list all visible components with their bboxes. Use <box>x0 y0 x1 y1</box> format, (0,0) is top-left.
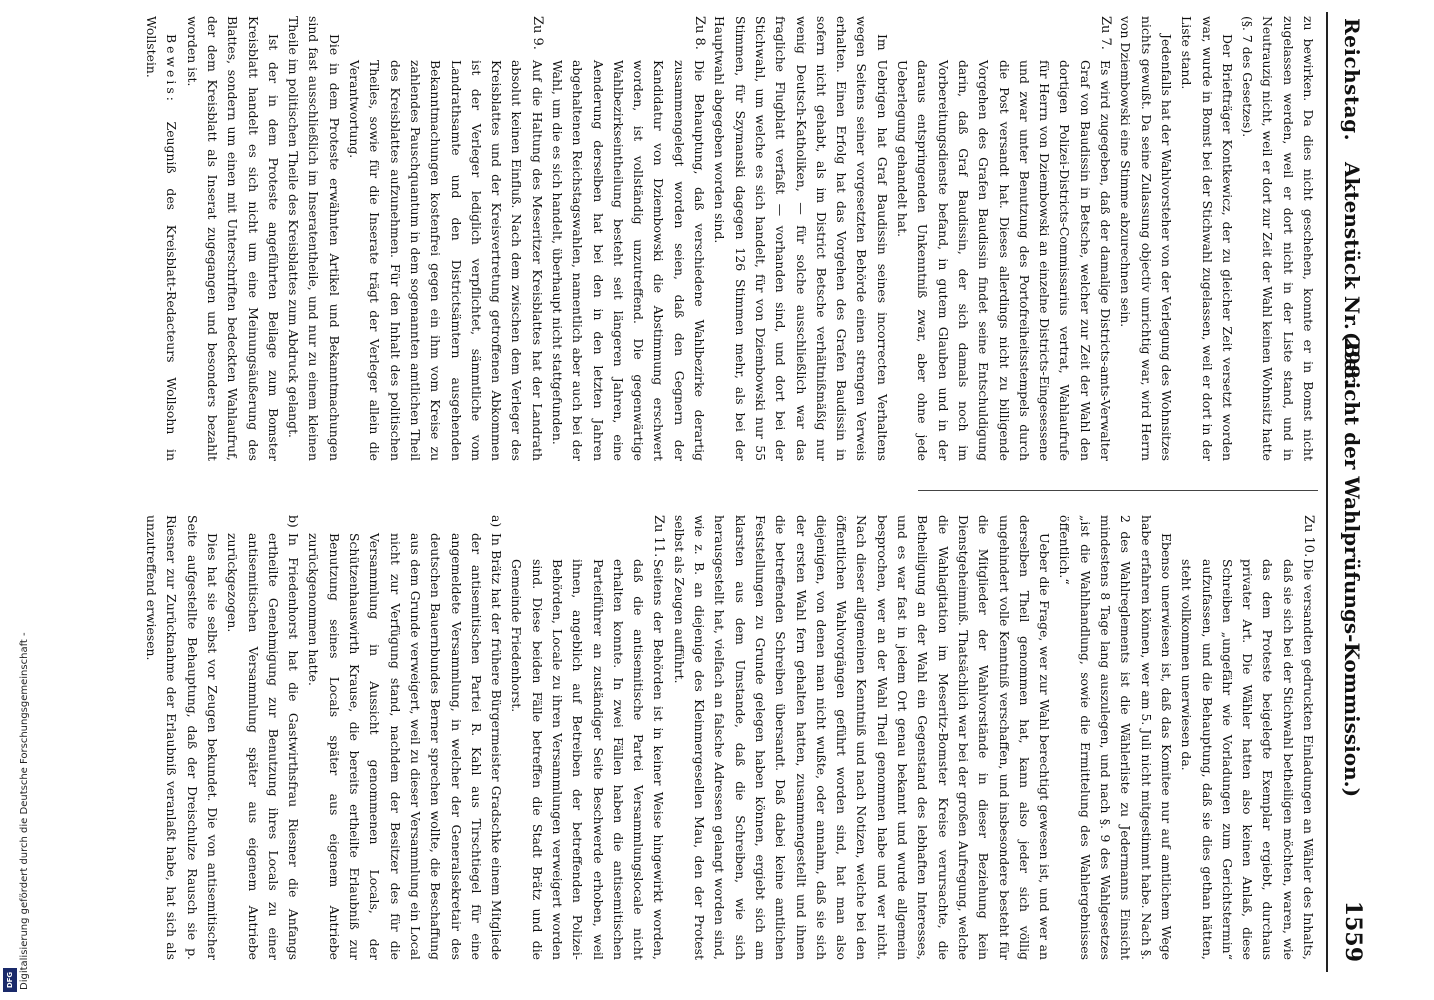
item-number: Zu 10. <box>1301 515 1316 558</box>
proof-label: Beweis: <box>164 34 180 104</box>
sub-item-a <box>303 515 506 960</box>
paragraph: Dies hat sie selbst vor Zeugen bekundet. Die von antisemitischer Seite aufgestellte Behauptung, daß der Dreischulze Rausch sie p. Riesner zur Zurücknahme der Erlaubniß veranlaßt habe, hat sich als unzutreffend erwiesen. <box>144 515 220 960</box>
dfg-logo-icon <box>3 968 17 992</box>
running-head <box>1326 12 1380 972</box>
paragraph: Auf die Haltung des Meseritzer Kreisblattes hat der Landrath absolut keinen Einfluß. Nach dem zwischen dem Verleger des Kreisblattes und der Kreisvertretung getroffenen Abkommen ist der Verleger lediglich verpflichtet, sämmtliche vom Landrathsamte und den Districtsämtern ausgehenden Bekanntmachungen kostenfrei gegen ein ihm vom Kreise zu zahlendes Pauschquantum in dem sogenannten amtlichen Theil des Kreisblattes aufzunehmen. Für den Inhalt des politischen Theiles, sowie für die Inserate trägt der Verleger allein die Verantwortung. <box>347 60 545 461</box>
item-zu-8 <box>547 16 709 461</box>
item-number: Zu 7. <box>1098 16 1114 50</box>
left-column <box>73 16 1318 461</box>
column-divider <box>918 490 1318 491</box>
paragraph: Der Briefträger Kontkewicz, der zu gleicher Zeit versetzt worden war, wurde in Bomst bei der Stichwahl zugelassen, weil er dort in der Liste stand. <box>1179 16 1235 461</box>
paragraph: Die Behauptung, daß verschiedene Wahlbezirke derartig zusammengelegt worden seien, daß den Gegnern der Kandidatur von Dziembowski die Abstimmung erschwert worden, ist vollständig unzutreffend. Die gegenwärtige Wahlbezirkseintheilung besteht seit längeren Jahren, eine Aenderung derselben hat bei den in den letzten Jahren abgehaltenen Reichstagswahlen, namentlich aber auch bei der Wahl, um die es sich handelt, überhaupt nicht stattgefunden. <box>550 60 708 461</box>
dfg-logo-text: DFG <box>6 971 14 989</box>
item-zu-9 <box>344 16 547 461</box>
sub-item-b <box>222 515 303 960</box>
header-reichstag: Reichstag. <box>1340 18 1364 142</box>
item-zu-11 <box>506 515 668 960</box>
paragraph: zu bewirken. Da dies nicht geschehen, konnte er in Bomst nicht zugelassen werden, weil er dort nicht in der Liste stand, und in Neutrauzig nicht, weil er dort zur Zeit der Wahl keinen Wohnsitz hatte (§. 7 des Gesetzes). <box>1240 16 1316 461</box>
scan-credit <box>6 12 30 990</box>
paragraph: Seitens der Behörden ist in keiner Weise hingewirkt worden, daß die antisemitische Partei Versammlungslocale nicht erhalten konnte. In zwei Fällen haben die antisemitischen Parteiführer an zuständiger Seite Beschwerde erhoben, weil ihnen, angeblich auf Betreiben der betreffenden Polizei-Behörden, Locale zu ihren Versammlungen verweigert worden sind. Diese beiden Fälle betreffen die Stadt Brätz und die Gemeinde Friedenhorst. <box>509 559 667 960</box>
paragraph: Jedenfalls hat der Wahlvorsteher von der Verlegung des Wohnsitzes nichts gewußt. Da seine Zulassung objectiv unrichtig war, wird Herrn von Dziembowski eine Stimme abzurechnen sein. <box>1118 16 1174 461</box>
paragraph: Ebenso unerwiesen ist, daß das Komitee nur auf amtlichem Wege habe erfahren können, wer am 5. Juli nicht mitgestimmt habe. Nach §. 2 des Wahlreglements ist die Wählerliste zu Jedermanns Einsicht mindestens 8 Tage lang auszulegen, und nach §. 9 des Wahlgesetzes „ist die Wahlhandlung, sowie die Ermittelung des Wahlergebnisses öffentlich.“ <box>1057 515 1174 960</box>
sub-item-marker: a) <box>489 515 505 528</box>
header-aktenstueck: Aktenstück Nr. 298. <box>1340 162 1364 386</box>
item-zu-7 <box>892 16 1115 461</box>
header-commission: (Bericht der Wahlprüfungs-Kommission.) <box>1340 332 1364 798</box>
page-number: 1559 <box>1340 900 1366 962</box>
scan-credit-text: Digitalisierung gefördert durch die Deutsche Forschungsgemeinschaft - <box>19 632 30 990</box>
paragraph: Es wird zugegeben, daß der damalige Districts-amts-Verwalter Graf von Baudissin in Betsche, welcher zur Zeit der Wahl den dortigen Polizei-Districts-Commissarius vertrat, Wahlaufrufe für Herrn von Dziembowski an einzelne Districts-Eingesessene und zwar unter Benutzung des Portofreiheitsstempels durch die Post versandt hat. Dieses allerdings nicht zu billigende Vorgehen des Grafen Baudissin findet seine Entschuldigung darin, daß Graf Baudissin, der sich damals noch im Vorbereitungsdienste befand, in gutem Glauben und in der daraus entspringenden Unkenntniß zwar, aber ohne jede Ueberlegung gehandelt hat. <box>895 60 1114 461</box>
proof-line <box>141 16 182 461</box>
proof-text: Zeugniß des Kreisblatt-Redacteurs Wollsohn in Wollstein. <box>144 16 180 461</box>
paragraph: Ist der in dem Proteste angeführten Beilage zum Bomster Kreisblatt handelt es sich nicht um eine Meinungsäußerung des Blattes, sondern um einen mit Unterschriften bedeckten Wahlaufruf, der dem Kreisblatt als Inserat zugegangen und besonders bezahlt worden ist. <box>184 16 281 461</box>
paragraph: Die in dem Proteste erwähnten Artikel und Bekanntmachungen sind fast ausschließlich im Inseratentheile, und nur zu einem kleinen Theile im politischen Theile des Kreisblattes zum Abdruck gelangt. <box>286 16 342 461</box>
rotated-page <box>60 12 1380 972</box>
item-number: Zu 9. <box>529 16 545 50</box>
paragraph: In Friedenhorst hat die Gastwirthsfrau Riesner die Anfangs ertheilte Genehmigung zur Benutzung ihres Locals zu einer antisemitischen Versammlung später aus eigenem Antriebe zurückgezogen. <box>225 533 302 960</box>
paragraph: Ueber die Frage, wer zur Wahl berechtigt gewesen ist, und wer an derselben Theil genommen hat, kann also jeder sich völlig ungehindert volle Kenntniß verschaffen, und insbesondere besteht für die Mitglieder der Wahlvorstände in dieser Beziehung kein Dienstgeheimniß. Thatsächlich war bei der großen Aufregung, welche die Wahlagitation im Meseritz-Bomster Kreise verursachte, die Betheiligung an der Wahl ein Gegenstand des lebhaften Interesses, und es war fast in jedem Ort genau bekannt und wurde allgemein besprochen, wer an der Wahl Theil genommen habe und wer nicht. Nach dieser allgemeinen Kenntniß und nach Notizen, welche bei den öffentlichen Wahlvorgängen geführt worden sind, hat man also diejenigen, von denen man nicht wußte, oder annahm, daß sie sich der ersten Wahl fern gehalten hatten, zusammengestellt und ihnen die betreffenden Schreiben übersandt. Daß dabei keine amtlichen Feststellungen zu Grunde gelegen haben können, ergiebt sich am klarsten aus dem Umstande, daß die Schreiben, wie sich herausgestellt hat, vielfach an falsche Adressen gelangt worden sind, wie z. B. an diejenige des Kleinmergesellen Mau, den der Protest selbst als Zeugen aufführt. <box>671 515 1053 960</box>
sub-item-marker: b) <box>286 515 302 528</box>
paragraph: Im Uebrigen hat Graf Baudissin seines incorrecten Verhaltens wegen Seitens seiner vorgesetzten Behörde einen strengen Verweis erhalten. Einen Erfolg hat das Vorgehen des Grafen Baudissin in sofern nicht gehabt, als im District Betsche verhältnißmäßig nur wenig Deutsch-Katholiken, — für solche ausschließlich war das fragliche Flugblatt verfaßt — vorhanden sind, und dort bei der Stichwahl, um welche es sich handelt, für von Dziembowski nur 55 Stimmen, für Szymanski dagegen 126 Stimmen mehr, als bei der Hauptwahl abgegeben worden sind. <box>712 16 890 461</box>
item-zu-10 <box>1176 515 1318 960</box>
paragraph: Die versandten gedruckten Einladungen an Wähler des Inhalts, daß sie sich bei der Stichwahl betheiligen möchten, waren, wie das dem Proteste beigelegte Exemplar ergiebt, durchaus privater Art. Die Wähler hatten also keinen Anlaß, diese Schreiben „ungefähr wie Vorladungen zum Gerichtstermin“ aufzufassen, und die Behauptung, daß sie dies gethan hätten, steht vollkommen unerwiesen da. <box>1179 559 1316 960</box>
item-number: Zu 8. <box>692 16 708 50</box>
right-column <box>73 515 1318 960</box>
paragraph: In Brätz hat der frühere Bürgermeister Gradschke einem Mitgliede der antisemitischen Partei R. Kahl aus Tirschtiegel für eine angemeldete Versammlung, in welcher der Generalsekretair des deutschen Bauernbundes Berner sprechen wollte, die Beschaffung aus dem Grunde verweigert, weil zu dieser Versammlung ein Local nicht zur Verfügung stand, nachdem der Besitzer des für die Versammlung in Aussicht genommenen Locals, der Schützenhauswirth Krause, die bereits ertheilte Erlaubniß zur Benutzung seines Locals später aus eigenem Antriebe zurückgenommen hatte. <box>306 533 505 960</box>
item-number: Zu 11. <box>651 515 667 558</box>
